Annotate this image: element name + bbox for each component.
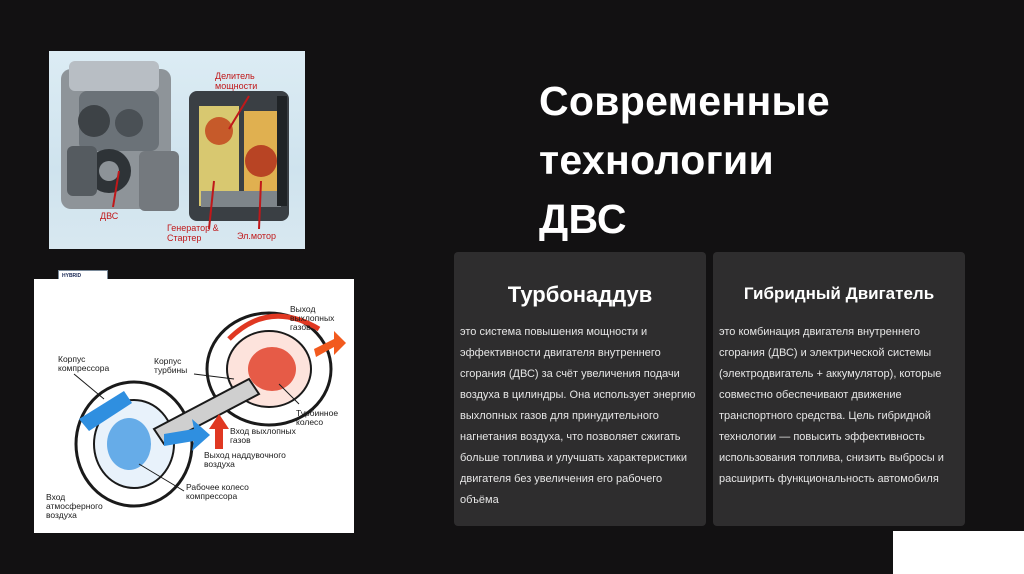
label-motor: Эл.мотор [237,231,276,241]
label-air-in: Вход атмосферного воздуха [46,492,103,520]
turbocharger-image [34,279,354,533]
label-boost-out: Выход наддувочного воздуха [204,450,286,469]
slide-title [539,72,879,249]
label-exhaust-in: Вход выхлопных газов [230,426,296,445]
title-line-3: ДВС [539,196,627,242]
label-power-split: Делитель мощности [215,71,258,91]
corner-box [893,531,1024,574]
label-compressor-wheel: Рабочее колесо компрессора [186,482,249,501]
card-body: это комбинация двигателя внутреннего сгорания (ДВС) и электрической системы (электродвигатель + аккумулятор), которые совместно обеспечивают движение транспортного средства. Цель гибридной технологии — повысить эффективность использования топлива, снизить выбросы и расширить функциональность автомобиля [719,326,944,485]
title-line-2: технологии [539,137,774,183]
card-title: Турбонаддув [507,282,653,307]
label-turbine-housing: Корпус турбины [154,356,188,375]
label-generator: Генератор & Стартер [167,223,219,243]
label-ice: ДВС [100,211,119,221]
title-line-1: Современные [539,78,830,124]
card-title: Гибридный Двигатель [743,284,935,303]
label-compressor-housing: Корпус компрессора [58,354,110,373]
card-hybrid-engine [713,252,965,526]
label-turbine-wheel: Турбинное колесо [296,408,339,427]
card-turbocharging [454,252,706,526]
hybrid-engine-image [49,51,305,279]
card-body: это система повышения мощности и эффективности двигателя внутреннего сгорания (ДВС) за счёт увеличения подачи воздуха в цилиндры. Она использует энергию выхлопных газов для принудительного нагнетания воздуха, что позволяет сжигать больше топлива и улучшать характеристики двигателя без увеличения его рабочего объёма [460,326,696,506]
label-exhaust-out: Выход выхлопных газов [290,304,335,332]
hybrid-synergy-drive-logo: HYBRID [58,270,108,292]
